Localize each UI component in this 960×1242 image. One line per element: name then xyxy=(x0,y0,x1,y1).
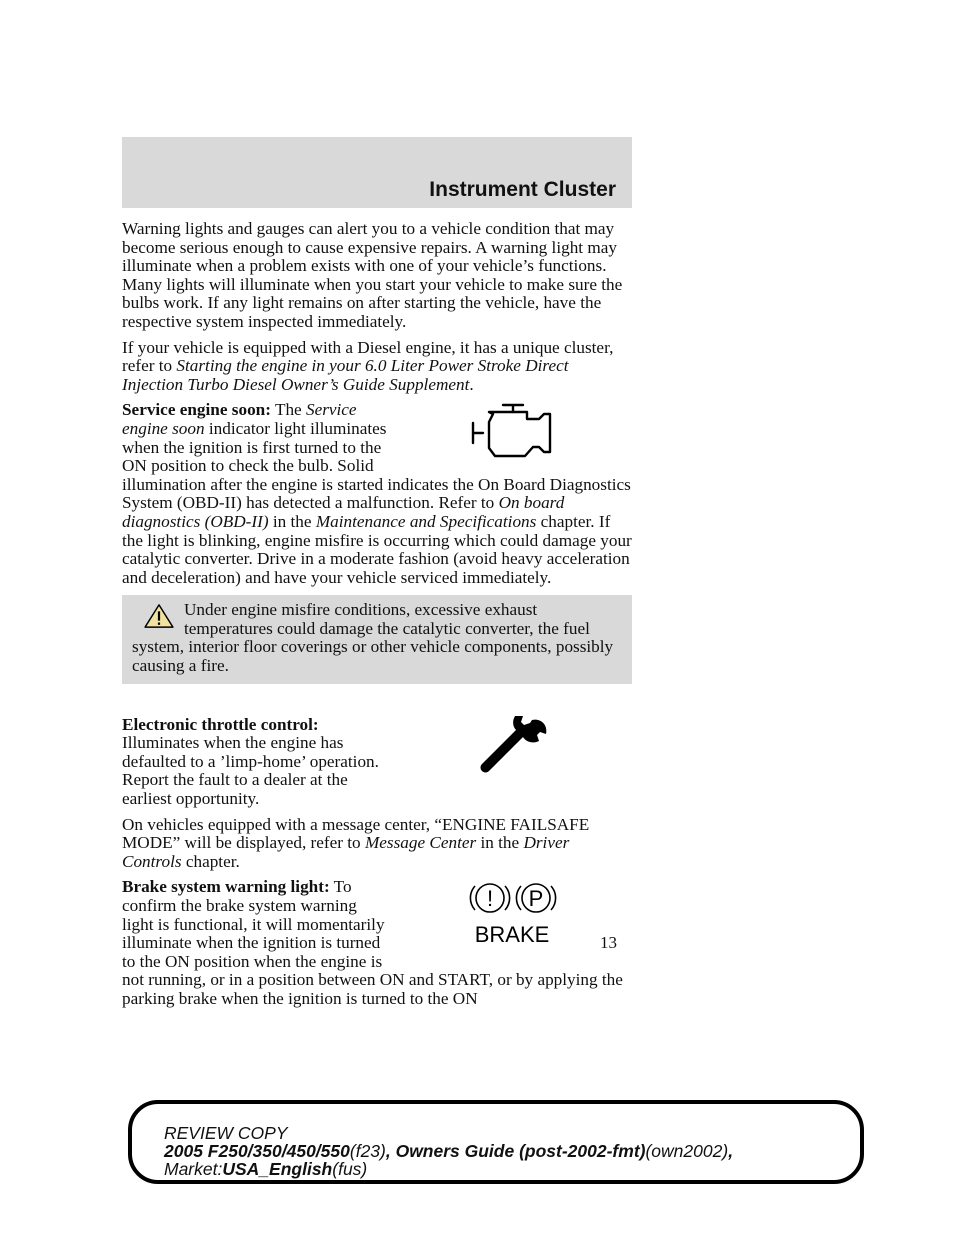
maintenance-reference: Maintenance and Specifications xyxy=(315,511,537,531)
intro-paragraph: Warning lights and gauges can alert you to a vehicle condition that may become serious enough to cause expensive repairs. A warning light may illuminate when a problem exists with one of your vehicle’s functions. Many lights will illuminate when you start your vehicle to make sure the bulbs work. If any light remains on after starting the vehicle, have the respective system inspected immediately. xyxy=(122,219,623,331)
obd-reference: On board diagnostics (OBD-II) xyxy=(122,493,565,531)
wrench-icon xyxy=(392,716,632,796)
footer-line-1: REVIEW COPY xyxy=(164,1123,288,1143)
brake-warning-icon xyxy=(392,878,632,954)
message-center-paragraph: On vehicles equipped with a message center, “ENGINE FAILSAFE MODE” will be displayed, refer to Message Center in the Driver Controls chapter. xyxy=(122,814,590,871)
section-title: Instrument Cluster xyxy=(429,178,616,201)
brake-paragraph xyxy=(122,878,632,1008)
brake-icon-label: BRAKE xyxy=(474,922,550,948)
throttle-heading: Electronic throttle control: xyxy=(122,714,319,734)
diesel-reference: Starting the engine in your 6.0 Liter Power Stroke Direct Injection Turbo Diesel Owner’s Guide Supplement xyxy=(122,356,569,394)
brake-text: To confirm the brake system warning light is functional, it will momentarily illuminate when the ignition is turned to the ON position when the engine is not running, or in a position between ON and START, or by applying the parking brake when the ignition is turned to the ON xyxy=(122,877,623,1008)
service-engine-heading: Service engine soon: xyxy=(122,400,271,420)
service-engine-paragraph: Service engine soon: The Service engine soon indicator light illuminates when the ignition is first turned to the ON position to check the bulb. Solid illumination after the engine is started indicates the On Board Diagnostics System (OBD-II) has detected a malfunction. Refer to On board diagnostics (OBD-II) in the Maintenance and Specifications chapter. If the light is blinking, engine misfire is occurring which could damage your catalytic converter. Drive in a moderate fashion (avoid heavy acceleration and deceleration) and have your vehicle serviced immediately. xyxy=(122,400,632,587)
warning-box xyxy=(122,595,632,683)
page-body xyxy=(122,220,632,1016)
message-center-reference: Message Center xyxy=(364,833,477,853)
warning-triangle-icon xyxy=(142,603,176,629)
footer-line-3: Market:USA_English(fus) xyxy=(164,1159,368,1179)
page-number: 13 xyxy=(600,933,617,952)
section-header xyxy=(122,137,632,208)
brake-icon-exclamation: ! xyxy=(486,886,494,912)
review-copy-footer xyxy=(164,1124,733,1178)
footer-line-2: 2005 F250/350/450/550(f23), Owners Guide (post-2002-fmt)(own2002), xyxy=(164,1141,734,1161)
throttle-text: Illuminates when the engine has defaulted to a ’limp-home’ operation. Report the fault to a dealer at the earliest opportunity. xyxy=(122,733,379,809)
brake-heading: Brake system warning light: xyxy=(122,877,330,897)
brake-icon-p: P xyxy=(528,886,544,912)
diesel-paragraph: If your vehicle is equipped with a Diesel engine, it has a unique cluster, refer to Starting the engine in your 6.0 Liter Power Stroke Direct Injection Turbo Diesel Owner’s Guide Supplement. xyxy=(122,337,614,394)
warning-text: Under engine misfire conditions, excessive exhaust temperatures could damage the catalytic converter, the fuel system, interior floor coverings or other vehicle components, possibly causing a fire. xyxy=(132,600,614,676)
throttle-paragraph xyxy=(122,716,632,809)
driver-controls-reference: Driver Controls xyxy=(122,833,570,871)
engine-icon xyxy=(392,401,632,471)
